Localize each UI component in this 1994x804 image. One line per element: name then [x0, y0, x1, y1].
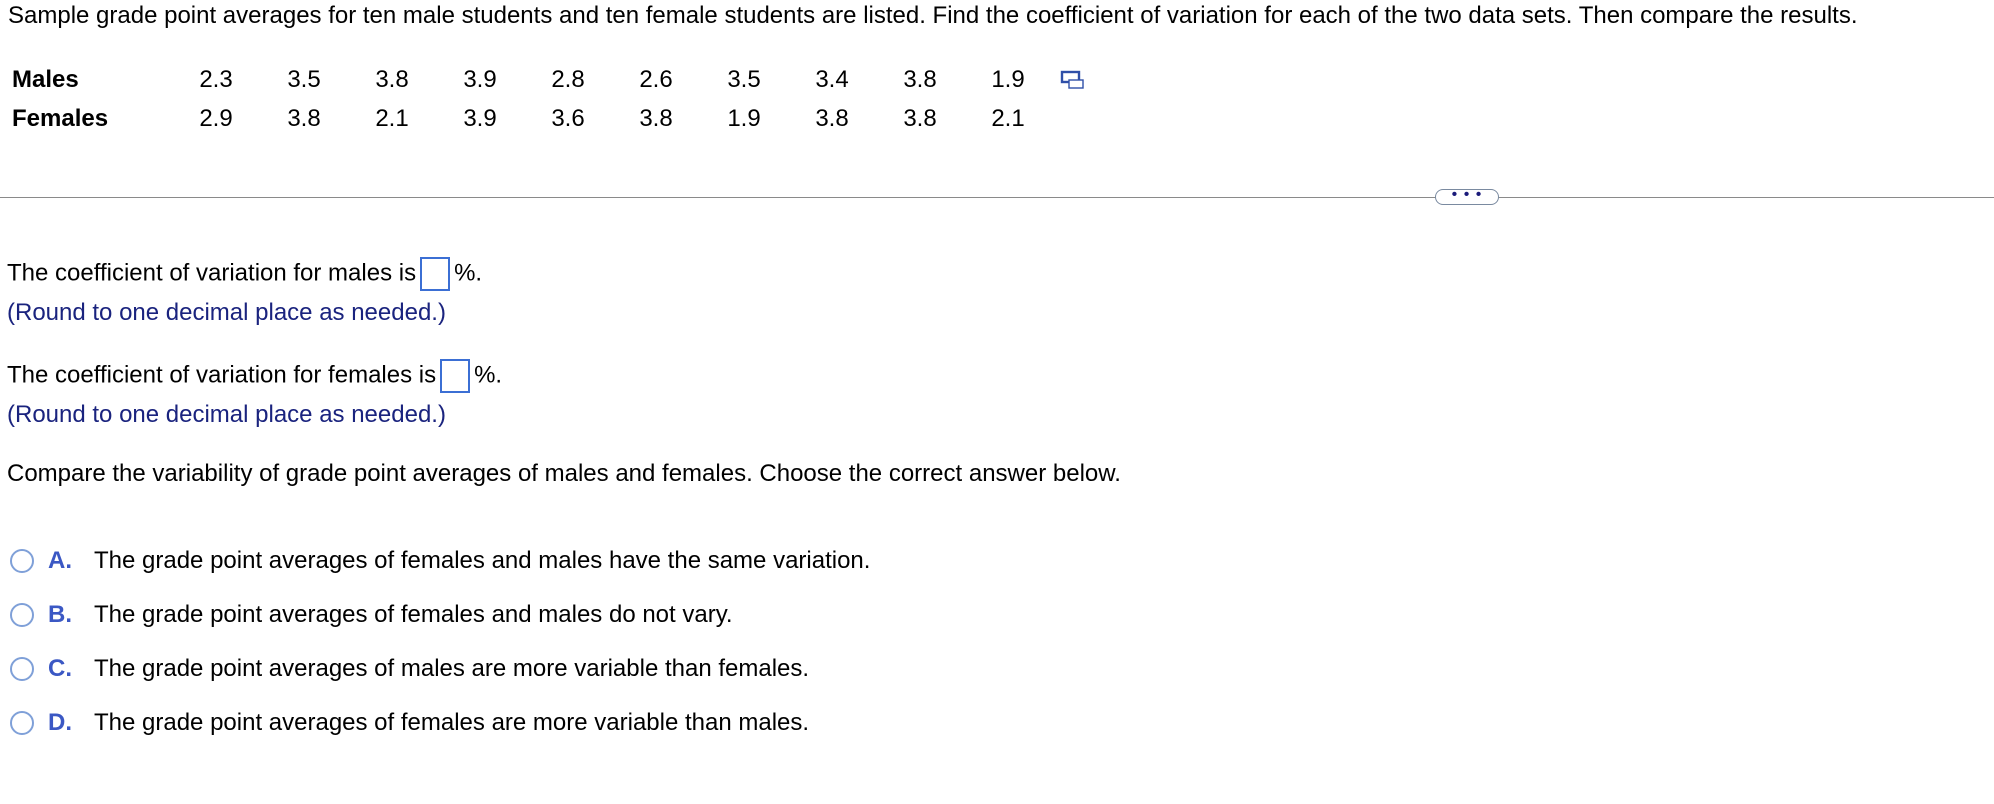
- row-label-females: Females: [12, 104, 109, 132]
- choice-letter: D.: [48, 709, 72, 736]
- data-cell: 3.5: [287, 65, 321, 93]
- choice-letter: A.: [48, 547, 72, 574]
- more-options-icon[interactable]: • • •: [1435, 189, 1499, 205]
- data-cell: 3.9: [463, 65, 497, 93]
- data-cell: 3.8: [375, 65, 409, 93]
- data-cell: 3.5: [727, 65, 761, 93]
- radio-c[interactable]: [10, 657, 34, 681]
- radio-d[interactable]: [10, 711, 34, 735]
- choice-letter: C.: [48, 655, 72, 682]
- females-cv-suffix: %.: [474, 361, 503, 389]
- choice-text: The grade point averages of females and males have the same variation.: [94, 547, 871, 574]
- females-round-hint: (Round to one decimal place as needed.): [7, 401, 446, 428]
- data-cell: 3.8: [639, 104, 673, 132]
- data-cell: 3.8: [903, 65, 937, 93]
- females-cv-line: [7, 359, 502, 393]
- table-row-males: [6, 60, 1052, 99]
- compare-prompt: Compare the variability of grade point averages of males and females. Choose the correct answer below.: [7, 460, 1121, 487]
- choice-text: The grade point averages of females are more variable than males.: [94, 709, 810, 736]
- data-cell: 2.6: [639, 65, 673, 93]
- data-cell: 2.8: [551, 65, 585, 93]
- males-cv-input[interactable]: [420, 257, 450, 291]
- data-cell: 2.1: [991, 104, 1025, 132]
- radio-b[interactable]: [10, 603, 34, 627]
- choice-d[interactable]: [10, 696, 870, 750]
- females-cv-input[interactable]: [440, 359, 470, 393]
- choice-text: The grade point averages of females and males do not vary.: [94, 601, 733, 628]
- choice-letter: B.: [48, 601, 72, 628]
- choice-c[interactable]: [10, 642, 870, 696]
- table-row-females: [6, 99, 1052, 138]
- males-cv-prefix: The coefficient of variation for males is: [7, 259, 417, 287]
- data-cell: 1.9: [727, 104, 761, 132]
- answer-choices: [10, 534, 870, 750]
- data-cell: 3.9: [463, 104, 497, 132]
- data-cell: 1.9: [991, 65, 1025, 93]
- females-cv-prefix: The coefficient of variation for females is: [7, 361, 437, 389]
- data-cell: 2.3: [199, 65, 233, 93]
- radio-a[interactable]: [10, 549, 34, 573]
- data-cell: 2.1: [375, 104, 409, 132]
- males-cv-suffix: %.: [454, 259, 483, 287]
- choice-a[interactable]: [10, 534, 870, 588]
- males-cv-line: [7, 257, 482, 291]
- data-cell: 2.9: [199, 104, 233, 132]
- section-divider: [0, 197, 1994, 198]
- data-cell: 3.8: [903, 104, 937, 132]
- gpa-data-table: [6, 60, 1052, 138]
- data-cell: 3.6: [551, 104, 585, 132]
- question-text: Sample grade point averages for ten male students and ten female students are listed. Find the coefficient of variation for each of the two data sets. Then compare the results.: [8, 2, 1858, 29]
- choice-text: The grade point averages of males are more variable than females.: [94, 655, 810, 682]
- choice-b[interactable]: [10, 588, 870, 642]
- data-cell: 3.4: [815, 65, 849, 93]
- data-cell: 3.8: [815, 104, 849, 132]
- row-label-males: Males: [12, 65, 79, 93]
- data-cell: 3.8: [287, 104, 321, 132]
- copy-data-icon[interactable]: [1060, 68, 1086, 92]
- males-round-hint: (Round to one decimal place as needed.): [7, 299, 446, 326]
